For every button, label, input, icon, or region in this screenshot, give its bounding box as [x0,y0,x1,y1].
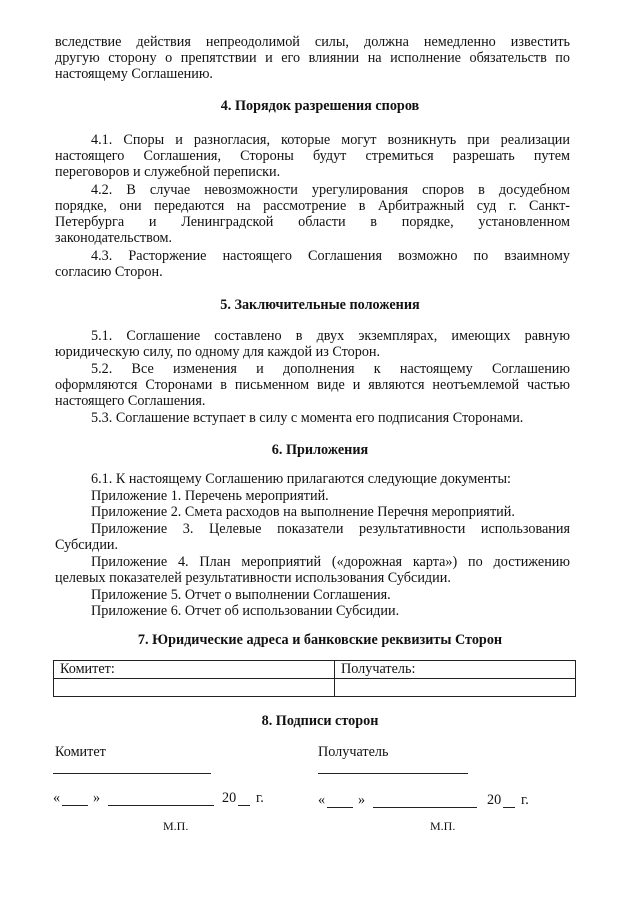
date-open-quote: « [53,790,61,806]
section-4-title: 4. Порядок разрешения споров [220,98,420,114]
table-cell [335,679,576,697]
section-5-title: 5. Заключительные положения [220,297,420,313]
clause-4-1-line: переговоров и служебной переписки. [55,164,281,180]
clause-4-2-line: законодательством. [55,230,173,246]
appendix-item: Приложение 1. Перечень мероприятий. [91,488,329,504]
body-text-line: настоящему Соглашению. [55,66,213,82]
appendix-item: Приложение 2. Смета расходов на выполнение Перечня мероприятий. [91,504,515,520]
signature-party-label: Комитет [55,744,106,760]
clause-5-2-line: оформляются Сторонами в письменном виде и являются неотъемлемой частью [55,377,570,393]
clause-5-1-line: 5.1. Соглашение составлено в двух экземплярах, имеющих равную [91,328,570,344]
clause-5-2-line: 5.2. Все изменения и дополнения к настоящему Соглашению [91,361,570,377]
year-suffix: г. [256,790,264,806]
table-header-cell: Комитет: [54,661,335,679]
appendix-item: Приложение 5. Отчет о выполнении Соглашения. [91,587,391,603]
appendix-item: Приложение 4. План мероприятий («дорожная карта») по достижению [91,554,570,570]
body-text-line: вследствие действия непреодолимой силы, должна немедленно известить [55,34,570,50]
signature-line [318,773,468,774]
clause-4-3-line: согласию Сторон. [55,264,163,280]
clause-4-2-line: 4.2. В случае невозможности урегулирования споров в досудебном [91,182,570,198]
year-prefix: 20 [222,790,237,806]
appendix-intro: 6.1. К настоящему Соглашению прилагаются следующие документы: [91,471,511,487]
clause-4-1-line: 4.1. Споры и разногласия, которые могут возникнуть при реализации [91,132,570,148]
clause-5-2-line: настоящего Соглашения. [55,393,206,409]
section-6-title: 6. Приложения [271,442,369,458]
appendix-item: Приложение 6. Отчет об использовании Субсидии. [91,603,400,619]
signature-line [53,773,211,774]
appendix-item: Субсидии. [55,537,119,553]
date-close-quote: » [93,790,101,806]
clause-4-2-line: порядке, они передаются на рассмотрение в Арбитражный суд г. Санкт- [55,198,570,214]
table-cell [54,679,335,697]
requisites-table [53,660,576,697]
year-suffix: г. [521,792,529,808]
table-header-cell: Получатель: [335,661,576,679]
date-close-quote: » [358,792,366,808]
appendix-item: Приложение 3. Целевые показатели результативности использования [91,521,570,537]
section-7-title: 7. Юридические адреса и банковские реквизиты Сторон [137,632,503,648]
stamp-place-label: М.П. [430,819,456,833]
clause-4-3-line: 4.3. Расторжение настоящего Соглашения возможно по взаимному [91,248,570,264]
year-blank [503,807,515,808]
month-blank [373,807,477,808]
date-open-quote: « [318,792,326,808]
table-row [54,679,576,697]
signature-party-label: Получатель [318,744,389,760]
body-text-line: другую сторону о препятствии и его влиянии на исполнение обязательств по [55,50,570,66]
clause-4-1-line: настоящего Соглашения, Стороны будут стремиться разрешать путем [55,148,570,164]
month-blank [108,805,214,806]
year-prefix: 20 [487,792,502,808]
section-8-title: 8. Подписи сторон [261,713,379,729]
clause-4-2-line: Петербурга и Ленинградской области в порядке, установленном [55,214,570,230]
day-blank [62,805,88,806]
table-row [54,661,576,679]
year-blank [238,805,250,806]
day-blank [327,807,353,808]
stamp-place-label: М.П. [163,819,189,833]
appendix-item: целевых показателей результативности использования Субсидии. [55,570,451,586]
clause-5-3-line: 5.3. Соглашение вступает в силу с момента его подписания Сторонами. [91,410,524,426]
clause-5-1-line: юридическую силу, по одному для каждой из Сторон. [55,344,381,360]
